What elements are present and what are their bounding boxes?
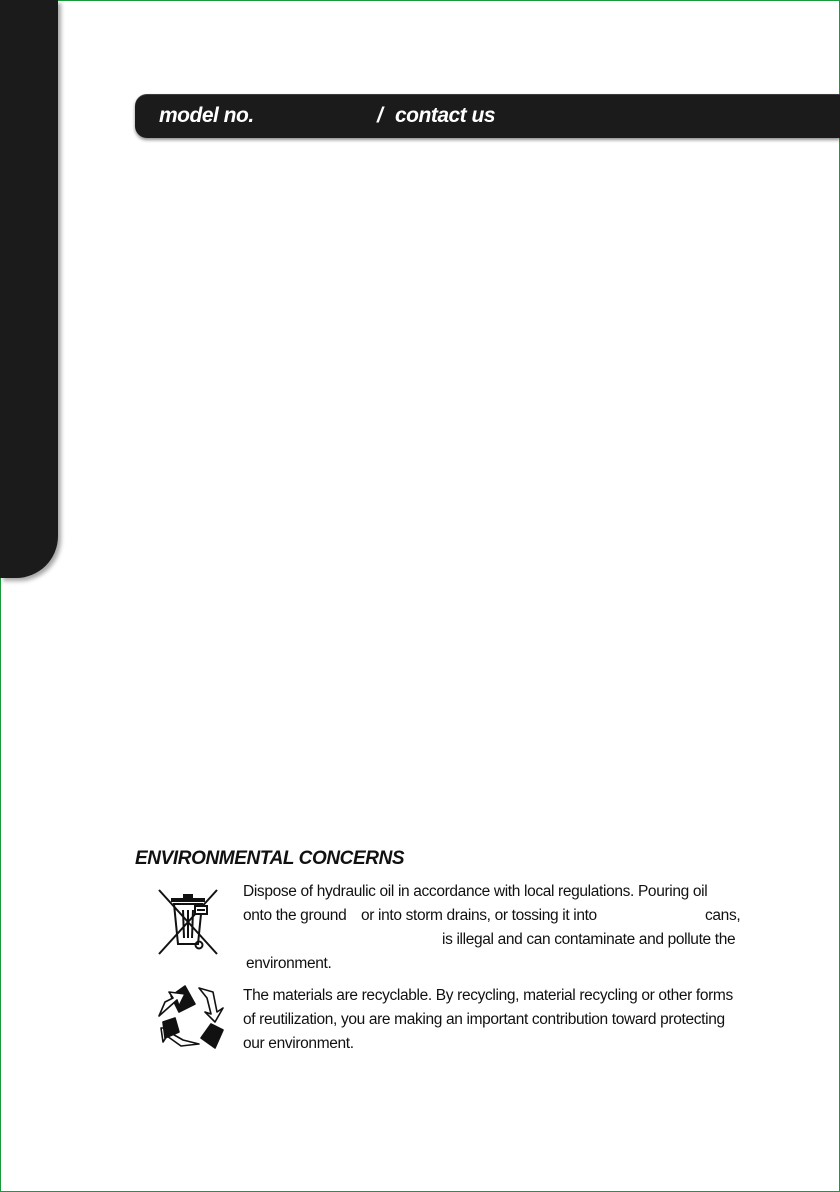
environmental-heading: ENVIRONMENTAL CONCERNS xyxy=(135,848,405,869)
oil-disposal-paragraph xyxy=(243,880,803,976)
oil-line-2c: cans, xyxy=(705,907,741,924)
oil-line-2a: onto the ground xyxy=(243,907,347,924)
oil-line-2b: or into storm drains, or tossing it into xyxy=(361,907,597,924)
side-tab xyxy=(0,0,58,578)
recycle-line-2: of reutilization, you are making an important contribution toward protecting xyxy=(243,1011,725,1028)
model-no-label: model no. xyxy=(159,104,254,127)
oil-line-4: environment. xyxy=(246,955,332,972)
crossed-out-wheelie-bin-icon xyxy=(153,884,223,958)
recycling-paragraph xyxy=(243,984,803,1056)
oil-line-1: Dispose of hydraulic oil in accordance with local regulations. Pouring oil xyxy=(243,883,708,900)
header-bar xyxy=(135,94,840,138)
recycle-line-3: our environment. xyxy=(243,1035,354,1052)
contact-us-label: contact us xyxy=(395,104,496,127)
header-separator: / xyxy=(377,104,383,127)
recycle-line-1: The materials are recyclable. By recycling, material recycling or other forms xyxy=(243,987,733,1004)
recycle-icon xyxy=(155,982,227,1052)
oil-line-3: is illegal and can contaminate and pollute the xyxy=(442,931,736,948)
